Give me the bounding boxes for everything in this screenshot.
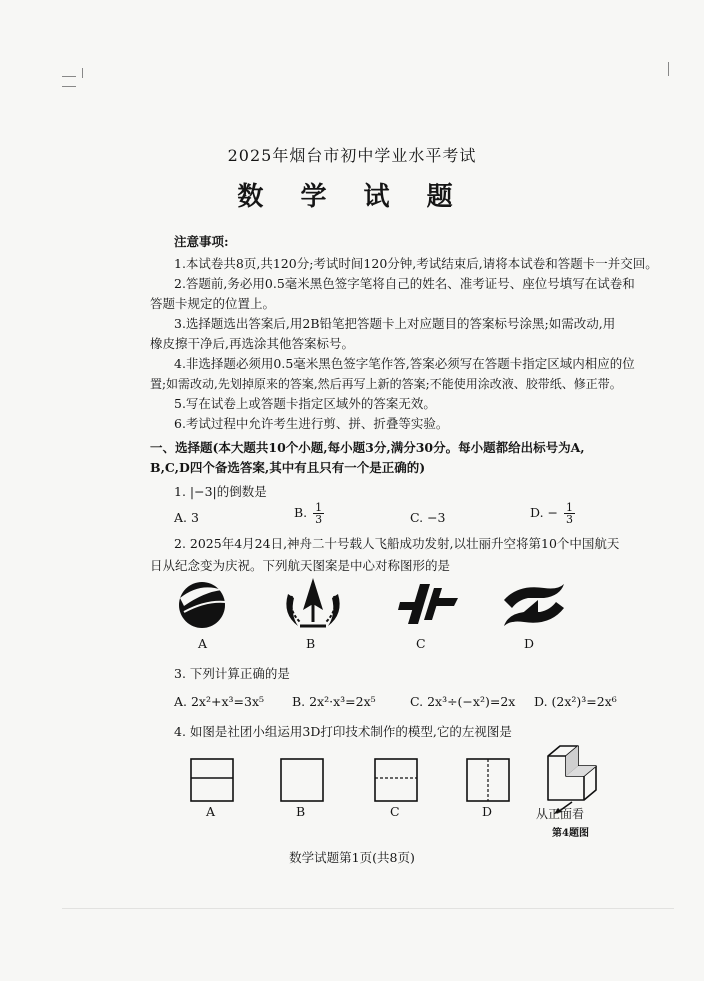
q2-figure-c (396, 580, 460, 630)
notice-line: 6.考试过程中允许考生进行剪、拼、折叠等实验。 (174, 416, 449, 431)
q4-label-b: B (296, 804, 306, 819)
exam-subtitle: 2025年烟台市初中学业水平考试 (227, 146, 477, 165)
notice-line: 橡皮擦干净后,再选涂其他答案标号。 (150, 336, 354, 351)
q2-figure-b (278, 574, 348, 634)
section-heading-line1: 一、选择题(本大题共10个小题,每小题3分,满分30分。每小题都给出标号为A, (150, 440, 585, 455)
notice-heading: 注意事项: (174, 234, 229, 249)
q4-option-c-figure (374, 758, 418, 802)
exam-title: 数 学 试 题 (237, 182, 467, 212)
q3-stem: 3. 下列计算正确的是 (174, 666, 290, 681)
q4-option-b-figure (280, 758, 324, 802)
q3-option-c: C. 2x³÷(−x²)=2x (410, 694, 516, 709)
scan-mark (62, 86, 76, 87)
q2-label-b: B (306, 636, 316, 651)
q2-figure-d (498, 578, 570, 632)
q1-option-d (530, 502, 575, 525)
notice-line: 4.非选择题必须用0.5毫米黑色签字笔作答,答案必须写在答题卡指定区域内相应的位 (174, 356, 635, 371)
q1-option-b-fraction (313, 502, 324, 525)
fraction-denominator: 3 (565, 513, 573, 526)
q2-label-a: A (198, 636, 208, 651)
notice-line: 1.本试卷共8页,共120分;考试时间120分钟,考试结束后,请将本试卷和答题卡一并交回。 (174, 256, 658, 271)
scan-edge-line (62, 908, 674, 909)
notice-line: 置;如需改动,先划掉原来的答案,然后再写上新的答案;不能使用涂改液、胶带纸、修正带。 (150, 377, 622, 391)
q3-option-b: B. 2x²·x³=2x⁵ (292, 694, 376, 709)
q3-option-d: D. (2x²)³=2x⁶ (534, 694, 617, 709)
q4-option-a-figure (190, 758, 234, 802)
q1-option-b-label: B. (294, 505, 308, 520)
q4-figure-caption: 第4题图 (552, 828, 589, 839)
q1-option-d-label: D. − (530, 505, 558, 520)
notice-line: 3.选择题选出答案后,用2B铅笔把答题卡上对应题目的答案标号涂黑;如需改动,用 (174, 316, 616, 331)
notice-line: 答题卡规定的位置上。 (150, 296, 276, 311)
notice-line: 5.写在试卷上或答题卡指定区域外的答案无效。 (174, 396, 436, 411)
page-footer: 数学试题第1页(共8页) (289, 850, 415, 865)
q4-label-a: A (206, 804, 216, 819)
fraction-numerator: 1 (315, 501, 323, 514)
q1-option-a: A. 3 (174, 510, 199, 525)
scan-mark (82, 68, 83, 78)
q4-model-figure (540, 742, 610, 808)
q1-option-b (294, 502, 324, 525)
q4-view-label: 从正面看 (536, 807, 585, 821)
q2-label-d: D (524, 636, 535, 651)
q4-option-d-figure (466, 758, 510, 802)
q1-option-d-fraction (564, 502, 575, 525)
q4-stem: 4. 如图是社团小组运用3D打印技术制作的模型,它的左视图是 (174, 724, 512, 739)
q4-label-c: C (390, 804, 400, 819)
q3-option-a: A. 2x²+x³=3x⁵ (174, 694, 265, 709)
notice-list (150, 256, 670, 436)
scan-mark (668, 62, 669, 76)
q1-option-c: C. −3 (410, 510, 446, 525)
q2-stem-line1: 2. 2025年4月24日,神舟二十号载人飞船成功发射,以壮丽升空将第10个中国航天 (174, 536, 620, 551)
q2-figure-a (170, 578, 234, 632)
notice-line: 2.答题前,务必用0.5毫米黑色签字笔将自己的姓名、准考证号、座位号填写在试卷和 (174, 276, 635, 291)
fraction-numerator: 1 (565, 501, 573, 514)
section-heading-line2: B,C,D四个备选答案,其中有且只有一个是正确的) (150, 460, 426, 475)
scan-mark (62, 76, 76, 77)
fraction-denominator: 3 (315, 513, 323, 526)
q2-stem-line2: 日从纪念变为庆祝。下列航天图案是中心对称图形的是 (150, 558, 451, 573)
q1-stem: 1. |−3|的倒数是 (174, 484, 267, 499)
q2-label-c: C (416, 636, 426, 651)
q4-label-d: D (482, 804, 493, 819)
